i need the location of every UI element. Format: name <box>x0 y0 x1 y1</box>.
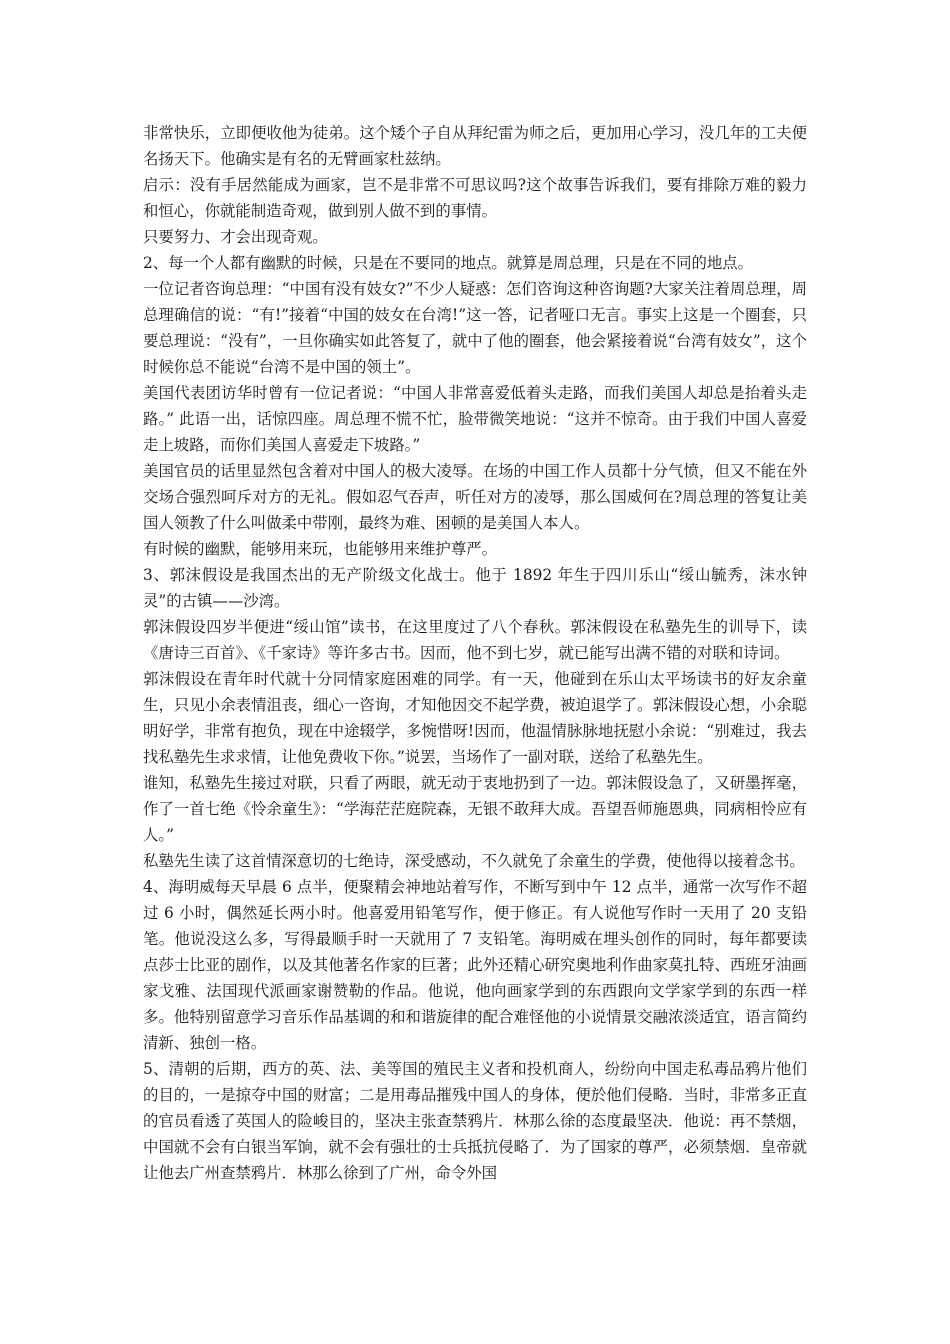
paragraph: 4、海明威每天早晨 6 点半，便聚精会神地站着写作，不断写到中午 12 点半，通常一次写作不超过 6 小时，偶然延长两小时。他喜爱用铅笔写作，便于修正。有人说他写作时一天用了 20 支铅笔。他说没这么多，写得最顺手时一天就用了 7 支铅笔。海明威在埋头创作的同时，每年都要读点莎士比亚的剧作，以及其他著名作家的巨著；此外还精心研究奥地利作曲家莫扎特、西班牙油画家戈雅、法国现代派画家谢赞勒的作品。他说，他向画家学到的东西跟向文学家学到的东西一样多。他特别留意学习音乐作品基调的和和谐旋律的配合难怪他的小说情景交融浓淡适宜，语言简约清新、独创一格。 <box>143 878 807 1052</box>
paragraph: 私塾先生读了这首情深意切的七绝诗，深受感动，不久就免了余童生的学费，使他得以接着念书。 <box>143 852 805 870</box>
paragraph: 非常快乐，立即便收他为徒弟。这个矮个子自从拜纪雷为师之后，更加用心学习，没几年的工夫便名扬天下。他确实是有名的无臂画家杜兹纳。 <box>143 124 807 168</box>
document-page <box>143 120 807 1186</box>
paragraph: 美国代表团访华时曾有一位记者说：“中国人非常喜爱低着头走路，而我们美国人却总是抬着头走路。” 此语一出，话惊四座。周总理不慌不忙，脸带微笑地说：“这并不惊奇。由于我们中国人喜爱走上坡路，而你们美国人喜爱走下坡路。” <box>143 384 807 454</box>
paragraph: 一位记者咨询总理：“中国有没有妓女?”不少人疑惑：怎们咨询这种咨询题?大家关注着周总理，周总理确信的说：“有!”接着“中国的妓女在台湾!”这一答，记者哑口无言。事实上这是一个圈套，只要总理说：“没有”，一旦你确实如此答复了，就中了他的圈套，他会紧接着说“台湾有妓女”，这个时候你总不能说“台湾不是中国的领土”。 <box>143 280 807 376</box>
paragraph: 3、郭沫假设是我国杰出的无产阶级文化战士。他于 1892 年生于四川乐山“绥山毓秀，沫水钟灵”的古镇——沙湾。 <box>143 566 807 610</box>
paragraph: 只要努力、才会出现奇观。 <box>143 228 328 246</box>
paragraph: 有时候的幽默，能够用来玩，也能够用来维护尊严。 <box>143 540 497 558</box>
paragraph: 启示：没有手居然能成为画家，岂不是非常不可思议吗?这个故事告诉我们，要有排除万难的毅力和恒心，你就能制造奇观，做到别人做不到的事情。 <box>143 176 807 220</box>
paragraph: 5、清朝的后期，西方的英、法、美等国的殖民主义者和投机商人，纷纷向中国走私毒品鸦片他们的目的，一是掠夺中国的财富；二是用毒品摧残中国人的身体，便於他们侵略．当时，非常多正直的官员看透了英国人的险峻目的，坚决主张查禁鸦片．林那么徐的态度最坚决．他说：再不禁烟，中国就不会有白银当军饷，就不会有强壮的士兵抵抗侵略了．为了国家的尊严，必须禁烟．皇帝就让他去广州查禁鸦片．林那么徐到了广州，命令外国 <box>143 1060 807 1182</box>
paragraph: 美国官员的话里显然包含着对中国人的极大凌辱。在场的中国工作人员都十分气愤，但又不能在外交场合强烈呵斥对方的无礼。假如忍气吞声，听任对方的凌辱，那么国威何在?周总理的答复让美国人领教了什么叫做柔中带刚，最终为难、困顿的是美国人本人。 <box>143 462 807 532</box>
paragraph: 郭沫假设在青年时代就十分同情家庭困难的同学。有一天，他碰到在乐山太平场读书的好友余童生，只见小余表情沮丧，细心一咨询，才知他因交不起学费，被迫退学了。郭沫假设心想，小余聪明好学，非常有抱负，现在中途辍学，多惋惜呀!因而，他温情脉脉地抚慰小余说：“别难过，我去找私塾先生求求情，让他免费收下你。”说罢，当场作了一副对联，送给了私塾先生。 <box>143 670 807 766</box>
paragraph: 2、每一个人都有幽默的时候，只是在不要同的地点。就算是周总理，只是在不同的地点。 <box>143 254 754 272</box>
paragraph: 郭沫假设四岁半便进“绥山馆”读书，在这里度过了八个春秋。郭沫假设在私塾先生的训导下，读《唐诗三百首》、《千家诗》等许多古书。因而，他不到七岁，就已能写出满不错的对联和诗词。 <box>143 618 807 662</box>
paragraph: 谁知，私塾先生接过对联，只看了两眼，就无动于衷地扔到了一边。郭沫假设急了，又研墨挥毫，作了一首七绝《怜余童生》：“学海茫茫庭院森，无银不敢拜大成。吾望吾师施恩典，同病相怜应有人。” <box>143 774 807 844</box>
